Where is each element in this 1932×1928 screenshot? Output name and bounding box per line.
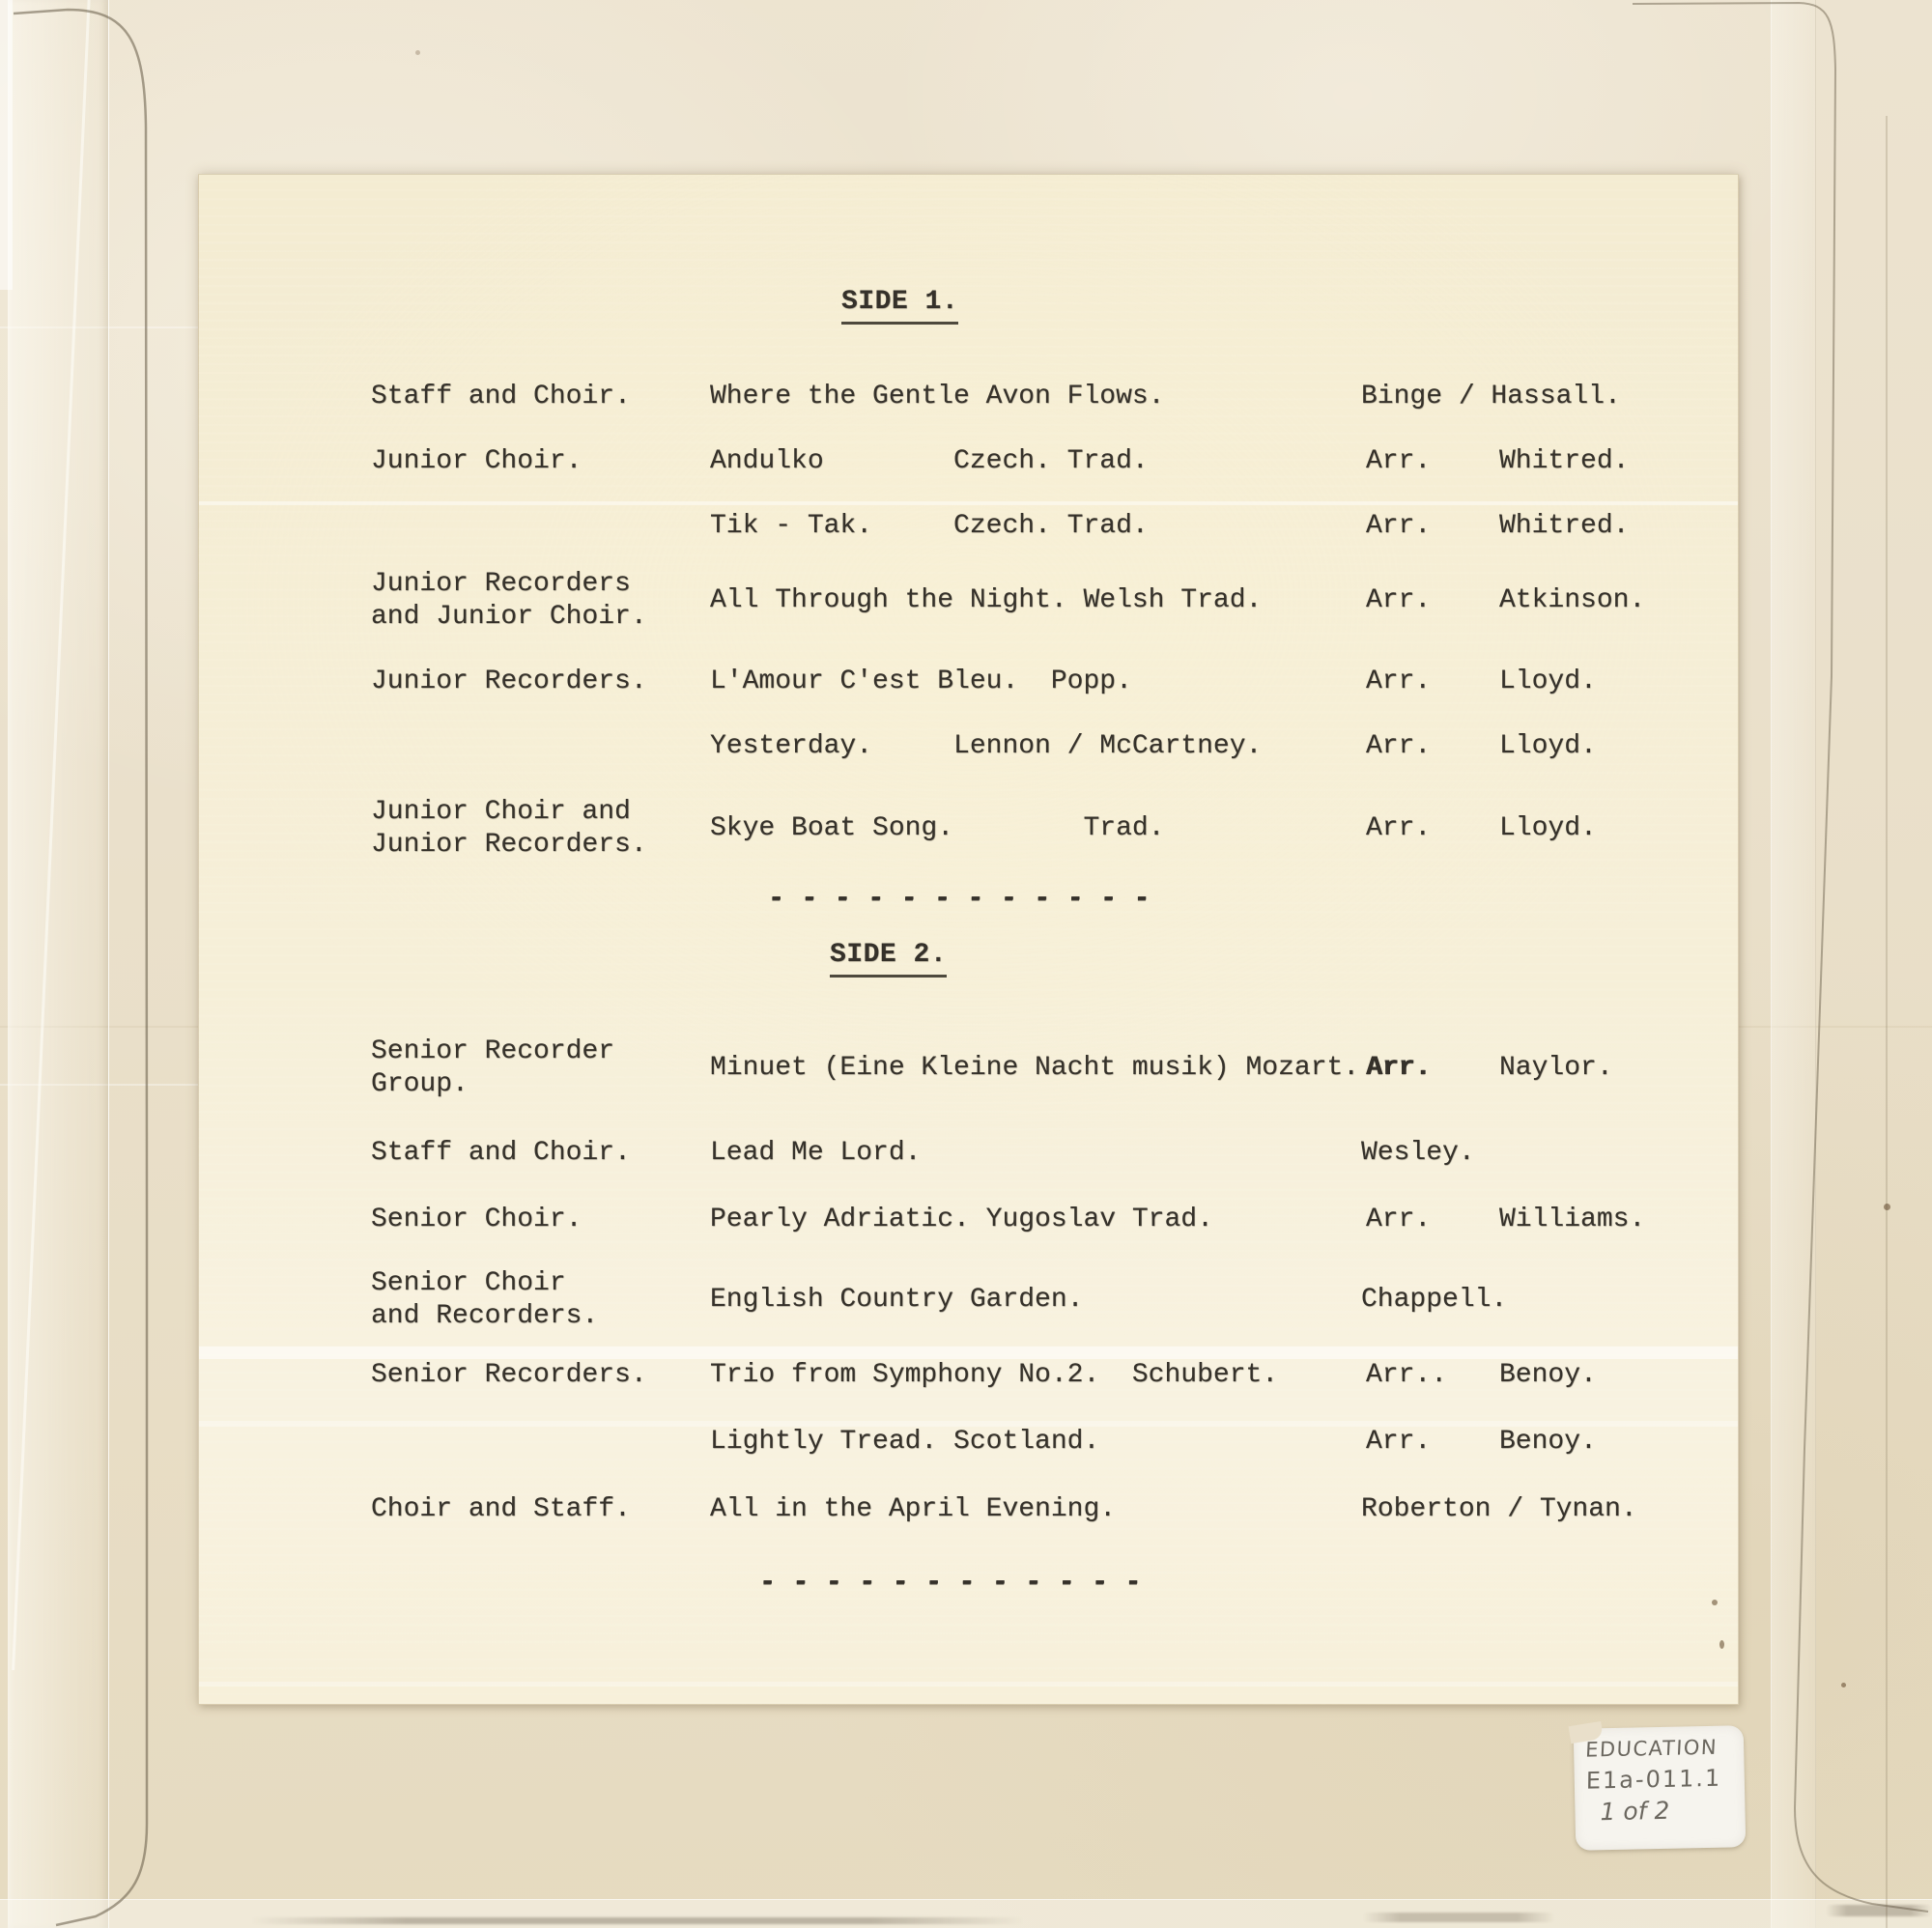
board-crease <box>0 326 198 328</box>
piece-title: Tik - Tak. Czech. Trad. <box>710 511 1149 541</box>
arranger-name: Williams. <box>1499 1205 1646 1234</box>
board-crease <box>0 1084 198 1086</box>
piece-title: All in the April Evening. <box>710 1494 1117 1524</box>
piece-title: Skye Boat Song. Trad. <box>710 813 1165 843</box>
tape-strip-left <box>8 0 109 1928</box>
scan-streak <box>199 501 1738 505</box>
dirt-speck <box>1841 1683 1846 1687</box>
dirt-speck <box>415 50 420 55</box>
performer-label: Senior Recorder <box>371 1036 615 1066</box>
arranger-name: Atkinson. <box>1499 585 1646 615</box>
performer-label: Staff and Choir. <box>371 382 631 411</box>
arranger-name: Naylor. <box>1499 1053 1613 1083</box>
arranger-prefix: Arr. <box>1366 813 1432 843</box>
scan-streak <box>199 1682 1738 1687</box>
piece-title: Minuet (Eine Kleine Nacht musik) Mozart. <box>710 1053 1360 1083</box>
composer-credit: Wesley. <box>1361 1138 1475 1168</box>
sticker-line-collection: EDUCATION <box>1584 1735 1719 1762</box>
dirt-speck <box>1884 1204 1890 1210</box>
tape-strip-right <box>1771 0 1816 1928</box>
bottom-edge-dirt <box>1826 1905 1932 1916</box>
arranger-name: Whitred. <box>1499 511 1630 541</box>
arranger-prefix: Arr.. <box>1366 1360 1448 1390</box>
composer-credit: Binge / Hassall. <box>1361 382 1621 411</box>
side1-heading: SIDE 1. <box>841 286 958 325</box>
arranger-prefix: Arr. <box>1366 1427 1432 1457</box>
archive-label-sticker <box>1574 1725 1747 1851</box>
arranger-prefix: Arr. <box>1366 1053 1432 1083</box>
piece-title: L'Amour C'est Bleu. Popp. <box>710 666 1132 696</box>
performer-label: Senior Recorders. <box>371 1360 647 1390</box>
performer-label: Staff and Choir. <box>371 1138 631 1168</box>
performer-label: Junior Choir and <box>371 797 631 827</box>
arranger-prefix: Arr. <box>1366 511 1432 541</box>
tape-fold-line <box>12 0 92 1670</box>
composer-credit: Chappell. <box>1361 1285 1508 1315</box>
bottom-edge-dirt <box>251 1917 1024 1924</box>
piece-title: Lightly Tread. Scotland. <box>710 1427 1100 1457</box>
piece-title: English Country Garden. <box>710 1285 1084 1315</box>
arranger-name: Lloyd. <box>1499 731 1597 761</box>
performer-label: Junior Recorders. <box>371 830 647 860</box>
scan-edge-sliver <box>0 0 13 290</box>
arranger-name: Whitred. <box>1499 446 1630 476</box>
scan-streak <box>199 1347 1738 1359</box>
arranger-name: Lloyd. <box>1499 813 1597 843</box>
bottom-edge-dirt <box>1362 1913 1555 1922</box>
sticker-line-page: 1 of 2 <box>1600 1796 1670 1827</box>
piece-title: Pearly Adriatic. Yugoslav Trad. <box>710 1205 1213 1234</box>
performer-label: Junior Recorders <box>371 569 631 599</box>
arranger-prefix: Arr. <box>1366 1205 1432 1234</box>
piece-title: Andulko Czech. Trad. <box>710 446 1149 476</box>
performer-label: Senior Choir. <box>371 1205 582 1234</box>
performer-label: Group. <box>371 1069 469 1099</box>
performer-label: Junior Choir. <box>371 446 582 476</box>
side2-heading: SIDE 2. <box>830 939 947 978</box>
arranger-prefix: Arr. <box>1366 666 1432 696</box>
arranger-name: Benoy. <box>1499 1427 1597 1457</box>
piece-title: Trio from Symphony No.2. Schubert. <box>710 1360 1279 1390</box>
performer-label: Junior Recorders. <box>371 666 647 696</box>
arranger-prefix: Arr. <box>1366 585 1432 615</box>
performer-label: Choir and Staff. <box>371 1494 631 1524</box>
composer-credit: Roberton / Tynan. <box>1361 1494 1637 1524</box>
piece-title: Lead Me Lord. <box>710 1138 922 1168</box>
arranger-name: Benoy. <box>1499 1360 1597 1390</box>
arranger-name: Lloyd. <box>1499 666 1597 696</box>
typed-programme-sheet <box>198 174 1739 1705</box>
performer-label: Senior Choir <box>371 1268 566 1298</box>
piece-title: All Through the Night. Welsh Trad. <box>710 585 1263 615</box>
performer-label: and Junior Choir. <box>371 602 647 632</box>
performer-label: and Recorders. <box>371 1301 599 1331</box>
arranger-prefix: Arr. <box>1366 446 1432 476</box>
side2-separator-dashes: - - - - - - - - - - - - <box>759 1568 1142 1598</box>
tape-strip-bottom <box>0 1899 1932 1928</box>
piece-title: Where the Gentle Avon Flows. <box>710 382 1165 411</box>
arranger-prefix: Arr. <box>1366 731 1432 761</box>
piece-title: Yesterday. Lennon / McCartney. <box>710 731 1263 761</box>
side1-separator-dashes: - - - - - - - - - - - - <box>768 884 1151 914</box>
sticker-line-reference: E1a-011.1 <box>1585 1764 1722 1795</box>
